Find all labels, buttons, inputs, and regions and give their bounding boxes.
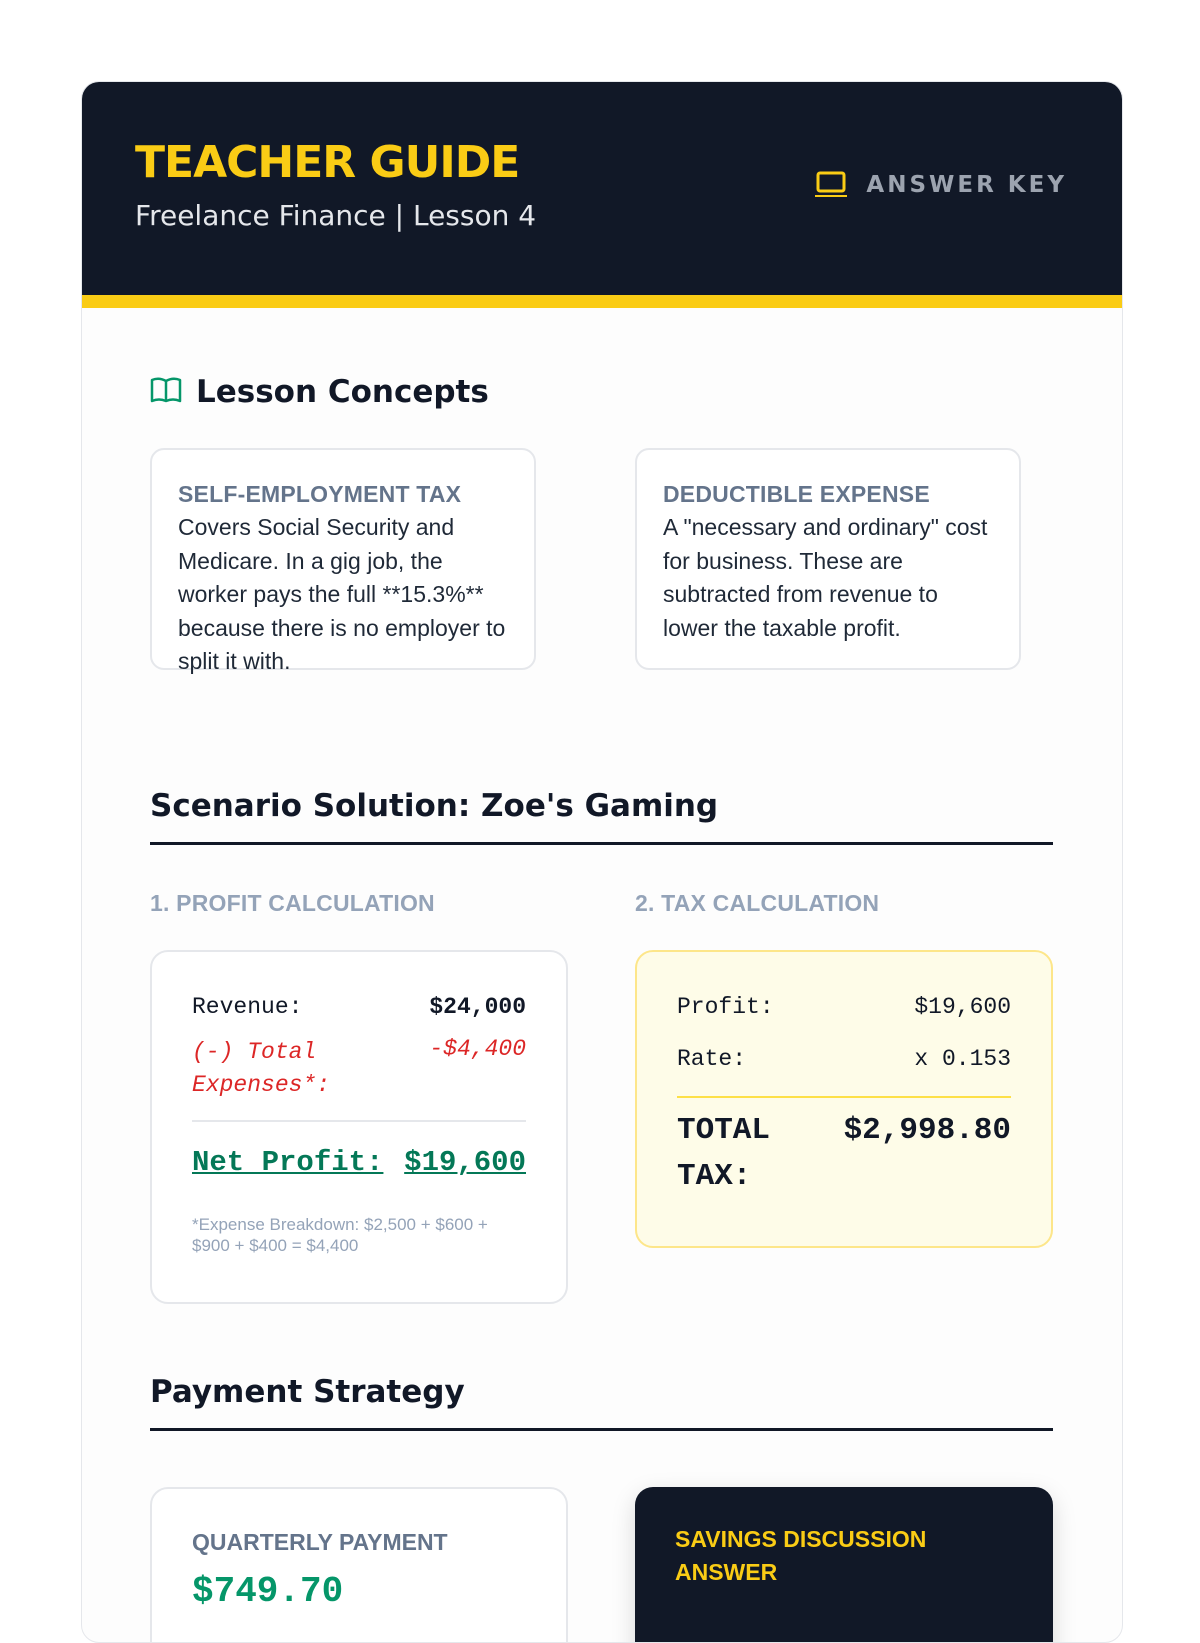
payment-strategy-heading <box>150 1374 1053 1431</box>
tax-profit-label: Profit: <box>677 994 774 1020</box>
concept-text: Covers Social Security and Medicare. In a gig job, the worker pays the full **15.3%** because there is no employer to split it with. <box>178 514 506 674</box>
answer-key-label: ANSWER KEY <box>866 172 1067 198</box>
expenses-label: (-) Total Expenses*: <box>192 1039 331 1098</box>
net-profit-label: Net Profit: <box>192 1146 384 1179</box>
revenue-label: Revenue: <box>192 994 303 1020</box>
concept-card-deductible-expense <box>635 448 1021 670</box>
rate-label: Rate: <box>677 1046 747 1072</box>
book-open-icon <box>150 376 182 409</box>
rate-value: x 0.153 <box>914 1046 1011 1072</box>
total-tax-value: $2,998.80 <box>843 1113 1011 1148</box>
teacher-guide-card <box>81 81 1123 1643</box>
revenue-row <box>192 994 526 1020</box>
total-tax-row <box>677 1108 1011 1200</box>
savings-discussion-card <box>635 1487 1053 1643</box>
net-profit-row <box>192 1146 526 1179</box>
concept-card-self-employment-tax <box>150 448 536 674</box>
concept-title: SELF-EMPLOYMENT TAX <box>178 481 462 507</box>
tax-profit-row <box>677 994 1011 1020</box>
concept-title: DEDUCTIBLE EXPENSE <box>663 481 930 507</box>
expenses-row <box>192 1036 526 1102</box>
section-title: Lesson Concepts <box>196 374 489 410</box>
payment-strategy-title: Payment Strategy <box>150 1374 465 1410</box>
divider <box>677 1096 1011 1098</box>
profit-calculation-label: 1. PROFIT CALCULATION <box>150 890 435 916</box>
expenses-value: -$4,400 <box>429 1036 526 1062</box>
lesson-concepts-heading <box>150 374 489 410</box>
page-title: TEACHER GUIDE <box>135 137 520 188</box>
tax-calculation-label: 2. TAX CALCULATION <box>635 890 880 916</box>
expense-footnote: *Expense Breakdown: $2,500 + $600 + $900 + $400 = $4,400 <box>192 1215 488 1255</box>
quarterly-payment-label: QUARTERLY PAYMENT <box>192 1529 448 1555</box>
total-tax-label: TOTAL TAX: <box>677 1113 771 1194</box>
savings-discussion-label: SAVINGS DISCUSSION ANSWER <box>675 1526 927 1585</box>
scenario-title: Scenario Solution: Zoe's Gaming <box>150 788 719 824</box>
quarterly-payment-value: $749.70 <box>192 1571 344 1612</box>
quarterly-payment-card <box>150 1487 568 1643</box>
tax-profit-value: $19,600 <box>914 994 1011 1020</box>
header-banner <box>82 82 1122 308</box>
answer-key-badge <box>814 170 1067 200</box>
tax-calculation-box <box>635 950 1053 1248</box>
rate-row <box>677 1046 1011 1072</box>
profit-calculation-box <box>150 950 568 1304</box>
laptop-icon <box>814 170 848 200</box>
scenario-heading <box>150 788 1053 845</box>
divider <box>192 1120 526 1122</box>
net-profit-value: $19,600 <box>404 1146 526 1179</box>
page-subtitle: Freelance Finance | Lesson 4 <box>135 199 537 232</box>
concept-text: A "necessary and ordinary" cost for business. These are subtracted from revenue to lower the taxable profit. <box>663 514 988 641</box>
revenue-value: $24,000 <box>429 994 526 1020</box>
